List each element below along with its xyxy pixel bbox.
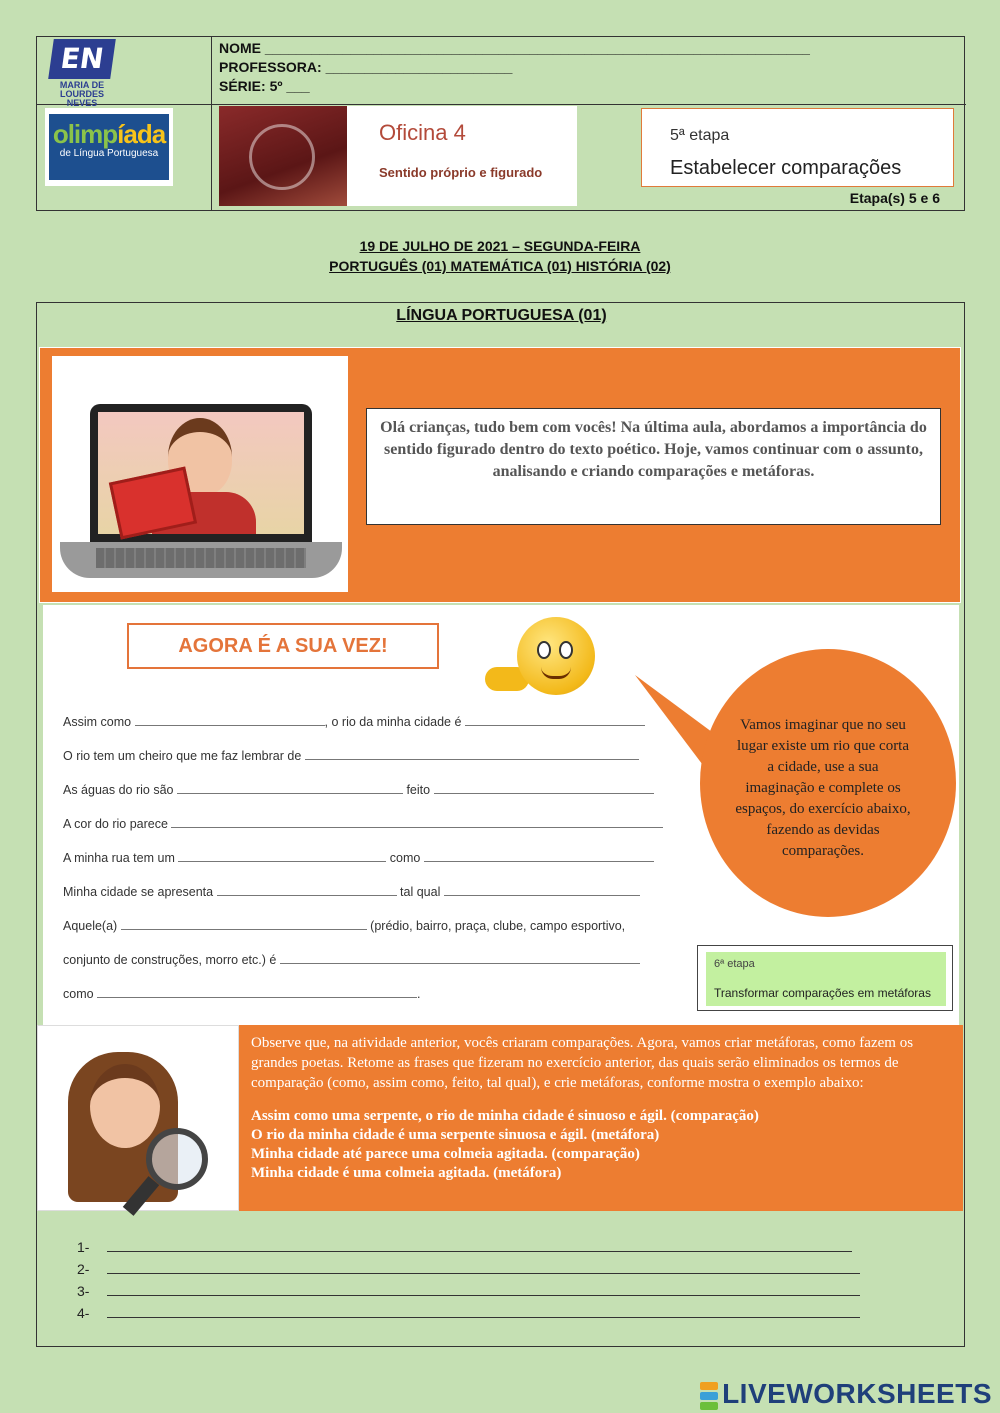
fill-in-blank[interactable]	[171, 818, 663, 828]
teacher-field[interactable]: PROFESSORA: ________________________	[219, 59, 513, 75]
answer-number: 1-	[77, 1239, 90, 1255]
example-line: Assim como uma serpente, o rio de minha cidade é sinuoso e ágil. (comparação)	[251, 1108, 759, 1124]
olimpiada-logo	[45, 108, 173, 186]
fill-in-blank[interactable]	[177, 784, 403, 794]
etapa5-banner	[641, 108, 954, 187]
metaphor-panel	[37, 1025, 963, 1211]
olimpiada-logo-title: olimpíada	[52, 119, 166, 149]
date-line: 19 DE JULHO DE 2021 – SEGUNDA-FEIRA	[359, 238, 641, 254]
fill-in-line	[63, 851, 654, 865]
answer-row	[77, 1261, 860, 1277]
fill-in-text: A minha rua tem um	[63, 851, 179, 865]
fill-in-text: A cor do rio parece	[63, 817, 172, 831]
header-table	[36, 36, 965, 211]
brand-text: LIVEWORKSHEETS	[722, 1378, 992, 1409]
example-line: O rio da minha cidade é uma serpente sinuosa e ágil. (metáfora)	[251, 1127, 660, 1143]
answer-number: 2-	[77, 1261, 90, 1277]
fill-in-blank[interactable]	[444, 886, 640, 896]
school-logo	[45, 39, 117, 108]
answer-blank[interactable]	[107, 1306, 860, 1318]
etapa6-title: Transformar comparações em metáforas	[714, 986, 931, 1000]
fill-in-text: O rio tem um cheiro que me faz lembrar de	[63, 749, 305, 763]
fill-in-blank[interactable]	[434, 784, 654, 794]
fill-in-text: .	[417, 987, 421, 1001]
fill-in-text: (prédio, bairro, praça, clube, campo esportivo,	[366, 919, 626, 933]
fill-in-text: conjunto de construções, morro etc.) é	[63, 953, 280, 967]
section-title: LÍNGUA PORTUGUESA (01)	[396, 307, 607, 324]
fill-in-line	[63, 749, 639, 763]
fill-in-blank[interactable]	[97, 988, 417, 998]
magnifying-glass-icon	[146, 1128, 208, 1190]
fill-in-text: tal qual	[396, 885, 444, 899]
teacher-magnifier-illustration	[37, 1025, 239, 1211]
fill-in-text: como	[63, 987, 98, 1001]
divider	[211, 37, 212, 211]
fill-in-text: , o rio da minha cidade é	[324, 715, 465, 729]
answer-blank[interactable]	[107, 1262, 860, 1274]
answer-row	[77, 1239, 852, 1255]
liveworksheets-icon	[700, 1382, 718, 1410]
subjects-line: PORTUGUÊS (01) MATEMÁTICA (01) HISTÓRIA (02)	[329, 258, 671, 274]
student-fields	[219, 39, 810, 96]
fill-in-blank[interactable]	[121, 920, 367, 930]
answer-row	[77, 1283, 860, 1299]
liveworksheets-logo	[700, 1378, 992, 1410]
fill-in-line	[63, 885, 640, 899]
etapa-note: Etapa(s) 5 e 6	[849, 190, 940, 206]
date-heading	[0, 236, 1000, 276]
grade-field[interactable]: SÉRIE: 5º ___	[219, 78, 310, 94]
fill-in-line	[63, 987, 421, 1001]
metaphor-instructions: Observe que, na atividade anterior, vocês criaram comparações. Agora, vamos criar metáforas, como fazem os grandes poetas. Retome as frases que fizeram no exercício anterior, das quais serão eliminados os termos de comparação (como, assim como, feito, tal qual), e crie metáforas, conforme mostra o exemplo abaixo:	[251, 1035, 914, 1091]
answer-number: 4-	[77, 1305, 90, 1321]
fill-in-line	[63, 715, 645, 729]
divider	[37, 104, 966, 105]
fill-in-text: como	[386, 851, 424, 865]
fill-in-text: Aquele(a)	[63, 919, 121, 933]
fill-in-line	[63, 783, 654, 797]
teacher-laptop-illustration	[52, 356, 348, 592]
oficina-subtitle: Sentido próprio e figurado	[379, 165, 543, 180]
school-logo-mark: EN	[48, 39, 116, 79]
fill-in-line	[63, 817, 663, 831]
answer-blank[interactable]	[107, 1284, 860, 1296]
example-line: Minha cidade é uma colmeia agitada. (metáfora)	[251, 1165, 562, 1181]
bubble-text: Vamos imaginar que no seu lugar existe um rio que corta a cidade, use a sua imaginação e complete os espaços, do exercício abaixo, fazendo as devidas comparações.	[735, 717, 911, 859]
fill-in-text: Assim como	[63, 715, 135, 729]
fill-in-blank[interactable]	[424, 852, 654, 862]
fill-in-text: Minha cidade se apresenta	[63, 885, 217, 899]
lesson-section	[36, 302, 965, 1347]
fill-in-blank[interactable]	[465, 716, 645, 726]
intro-text: Olá crianças, tudo bem com vocês! Na última aula, abordamos a importância do sentido figurado dentro do texto poético. Hoje, vamos continuar com o assunto, analisando e criando comparações e metáforas.	[366, 408, 941, 525]
etapa5-title: Estabelecer comparações	[670, 157, 902, 179]
etapa6-label: 6ª etapa	[714, 958, 755, 970]
fill-in-blank[interactable]	[178, 852, 386, 862]
name-field[interactable]: NOME ______________________________________________________________________	[219, 40, 810, 56]
fill-in-blank[interactable]	[305, 750, 639, 760]
etapa5-label: 5ª etapa	[670, 127, 730, 144]
intro-panel	[39, 347, 961, 603]
laptop-icon	[60, 542, 342, 578]
etapa6-banner	[697, 945, 953, 1011]
answer-row	[77, 1305, 860, 1321]
oficina-banner	[219, 106, 577, 206]
answer-blank[interactable]	[107, 1240, 852, 1252]
fill-in-blank[interactable]	[217, 886, 397, 896]
fill-in-text: As águas do rio são	[63, 783, 177, 797]
school-logo-name: MARIA DE LOURDES NEVES	[59, 80, 105, 108]
metaphor-examples	[251, 1107, 951, 1183]
example-line: Minha cidade até parece uma colmeia agitada. (comparação)	[251, 1146, 640, 1162]
teacher-avatar	[90, 1064, 160, 1148]
oficina-image	[219, 106, 347, 206]
fill-in-text: feito	[402, 783, 434, 797]
exercise-panel	[43, 605, 959, 1025]
oficina-title: Oficina 4	[379, 120, 466, 145]
fill-in-blank[interactable]	[280, 954, 640, 964]
fill-in-line	[63, 919, 625, 933]
olimpiada-logo-subtitle: de Língua Portuguesa	[59, 148, 159, 159]
answer-number: 3-	[77, 1283, 90, 1299]
fill-in-blank[interactable]	[135, 716, 325, 726]
your-turn-banner: AGORA É A SUA VEZ!	[127, 623, 439, 669]
fill-in-line	[63, 953, 640, 967]
